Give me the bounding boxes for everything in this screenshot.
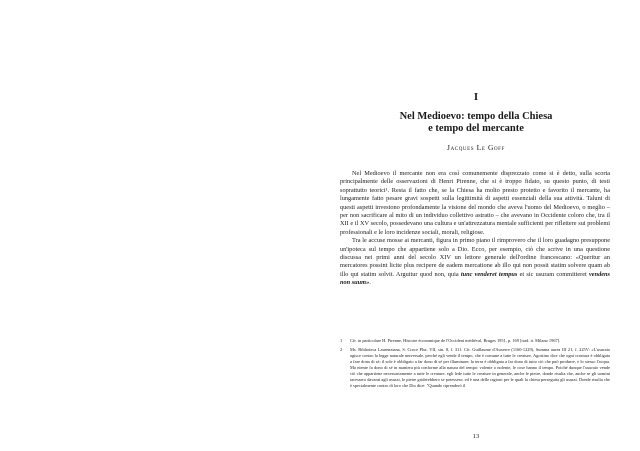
latin-continuation: et sic usuram committeret	[517, 270, 589, 278]
footnotes	[340, 338, 610, 392]
chapter-number: I	[473, 91, 479, 103]
latin-emphasis-2: vendens non suum»	[340, 270, 610, 287]
latin-emphasis-1: tunc venderet tempus	[460, 270, 518, 278]
footnote-text: Cfr. in particolare H. Pirenne, Histoire économique de l'Occident médiéval, Bruges 1951, p. 169 [trad. it. Milano 1967].	[350, 338, 561, 343]
chapter-title	[336, 111, 616, 135]
page-number: 13	[472, 433, 480, 440]
body-paragraph-2	[340, 237, 610, 287]
footnote	[340, 347, 610, 389]
footnote-text: Ms. Biblioteca Laurenziana, S. Croce Plut. VII, sin. 8, f. 311. Cfr. Guillaume d'Auxerre (1160-1229), Summa aurea III 21, f. 225V: «L'usuraio agisce contro la legge naturale universale, perché egli vende il tempo, che è comune a tutte le creature. Agostino dice che ogni creatura è obbligata a fare dono di sé; il sole è obbligato a far dono di sé per illuminare; la terra è obbligata a far dono di tutto ciò che può produrre, e lo stesso l'acqua. Ma niente fa dono di sé in maniera più conforme alla natura del tempo: volente o nolente, le cose hanno il tempo. Poiché dunque l'usuraio vende ciò che appartiene necessariamente a tutte le creature, egli lede tutte le creature in generale, anche le pietre, donde risulta che, anche se gli uomini tacessero davanti agli usurai, le pietre griderebbero se potessero; ed è una delle ragioni per le quali la chiesa perseguita gli usurai. Donde risulta che è specialmente contro di loro che Dio dice: "Quando riprenderò il	[350, 347, 610, 388]
body-paragraph-2-text: Tra le accuse mosse ai mercanti, figura in primo piano il rimprovero che il loro guadagno presuppone un'ipoteca sul tempo che appartiene solo a Dio. Ecco, per esempio, ciò che scrive in una questione discussa nei primi anni del secolo XIV un lettore generale dell'ordine francescano: «Queritur an mercatores possint licite plus recipere de eadem mercatione ab illo qui non possit statim solvere quam ab illo qui statim solvit. Arguitur quod non, quia	[340, 237, 610, 278]
author-name: Jacques Le Goff	[447, 143, 505, 152]
body-text	[340, 170, 610, 288]
chapter-title-line-2: e tempo del mercante	[428, 123, 524, 134]
paragraph-end: .	[369, 279, 371, 287]
footnote	[340, 338, 610, 344]
footnote-number: 2	[340, 347, 343, 352]
chapter-title-line-1: Nel Medioevo: tempo della Chiesa	[399, 111, 553, 122]
body-paragraph-1: Nel Medioevo il mercante non era così comunemente disprezzato come si è detto, sulla scorta principalmente delle osservazioni di Henri Pirenne, che si è troppo fidato, su questo punto, di testi soprattutto teorici¹. Resta il fatto che, se la Chiesa ha molto presto protetto e favorito il mercante, ha lungamente fatto pesare gravi sospetti sulla legittimità di aspetti essenziali della sua attività. Taluni di questi aspetti investono profondamente la visione del mondo che aveva l'uomo del Medioevo, o meglio – per non sacrificare al mito di un individuo collettivo astratto – che avevano in Occidente coloro che, tra il XII e il XV secolo, possedevano una cultura e un'attrezzatura mentale sufficienti per riflettere sui problemi professionali e le loro incidenze sociali, morali, religiose.	[340, 170, 610, 236]
footnote-number: 1	[340, 338, 343, 343]
